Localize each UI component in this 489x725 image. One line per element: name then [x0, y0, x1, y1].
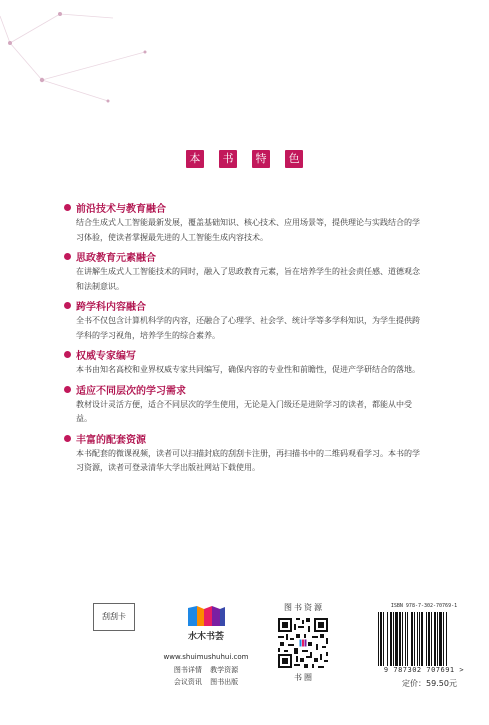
qr-code-icon: [278, 618, 328, 668]
title-tile: 书: [219, 150, 237, 168]
link-row: [150, 665, 262, 675]
feature-desc: 结合生成式人工智能最新发展，覆盖基础知识、核心技术、应用场景等，提供理论与实践结合的学习体验，使读者掌握最先进的人工智能生成内容技术。: [76, 218, 420, 242]
section-title: [0, 147, 489, 168]
feature-desc: 全书不仅包含计算机科学的内容，还融合了心理学、社会学、统计学等多学科知识，为学生提供跨学科的学习视角，培养学生的综合素养。: [76, 316, 420, 340]
bullet-dot-icon: [64, 253, 71, 260]
bullet-dot-icon: [64, 386, 71, 393]
link-book-publishing: 图书出版: [210, 678, 239, 686]
link-row: [150, 677, 262, 687]
qr-caption: 书圈: [294, 673, 314, 682]
title-tile: 特: [252, 150, 270, 168]
link-book-details: 图书详情: [173, 666, 202, 674]
isbn-text: ISBN 978-7-302-70769-1: [390, 603, 458, 609]
feature-title: 跨学科内容融合: [76, 302, 146, 313]
title-tile: 色: [285, 150, 303, 168]
bullet-dot-icon: [64, 204, 71, 211]
scratch-card-box: 刮刮卡: [93, 603, 135, 631]
feature-item: [64, 200, 424, 245]
feature-title: 前沿技术与教育融合: [76, 204, 166, 215]
isbn-barcode: [369, 600, 479, 692]
feature-title: 思政教育元素融合: [76, 253, 156, 264]
feature-desc: 教材设计灵活方便，适合不同层次的学生使用，无论是入门级还是进阶学习的读者，都能从中受益。: [76, 399, 412, 423]
brand-name: 水木书荟: [187, 632, 224, 642]
feature-desc: 本书配套的微课视频，读者可以扫描封底的刮刮卡注册，再扫描书中的二维码观看学习。本书的学习资源，读者可登录清华大学出版社网站下载使用。: [76, 448, 420, 472]
link-conference-news: 会议资讯: [173, 678, 202, 686]
feature-desc: 在讲解生成式人工智能技术的同时，融入了思政教育元素，旨在培养学生的社会责任感、道德观念和法制意识。: [76, 267, 420, 291]
feature-item: [64, 431, 424, 476]
feature-item: [64, 347, 424, 378]
feature-title: 丰富的配套资源: [76, 434, 146, 446]
link-teaching-resources: 教学资源: [210, 666, 239, 674]
price-label: 定价：59.50元: [402, 679, 457, 688]
bullet-dot-icon: [64, 351, 71, 358]
feature-desc: 本书由知名高校和业界权威专家共同编写，确保内容的专业性和前瞻性，促进产学研结合的落地。: [76, 365, 420, 374]
feature-item: [64, 298, 424, 343]
qr-title: 图书资源: [284, 603, 324, 612]
network-decoration: [0, 0, 160, 110]
feature-title: 权威专家编写: [76, 351, 136, 362]
isbn-digits: 9 787302 707691 >: [383, 666, 465, 674]
bullet-dot-icon: [64, 302, 71, 309]
book-logo-icon: [184, 604, 228, 628]
title-tile: 本: [186, 150, 204, 168]
barcode-icon: [376, 612, 472, 666]
feature-title: 适应不同层次的学习需求: [76, 385, 186, 397]
feature-list: [64, 200, 424, 480]
website-url: www.shuimushuhui.com: [163, 653, 249, 661]
bullet-dot-icon: [64, 435, 71, 442]
feature-item: [64, 382, 424, 427]
feature-item: [64, 249, 424, 294]
